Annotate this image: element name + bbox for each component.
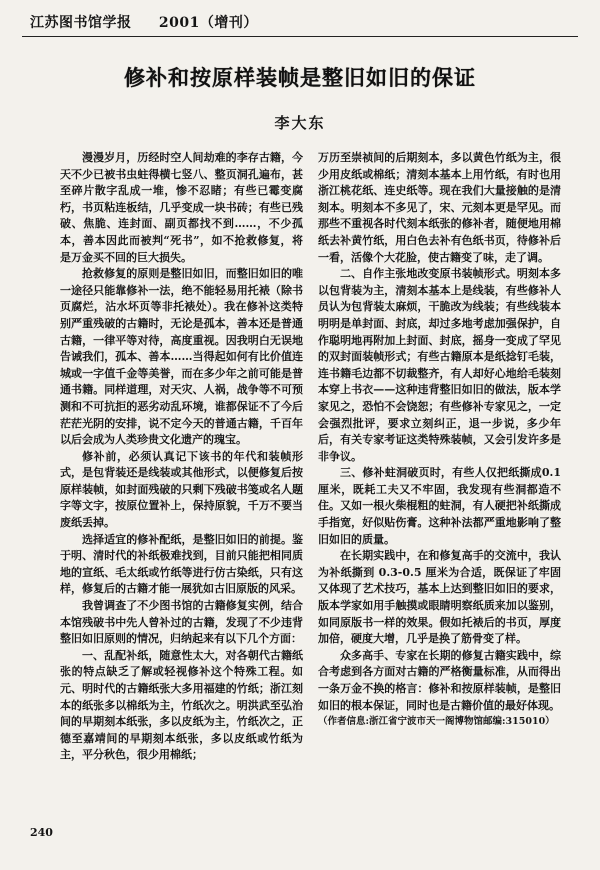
- author-info: （作者信息:浙江省宁波市天一阁博物馆邮编:315010）: [318, 716, 555, 728]
- paragraph: 修补前，必须认真记下该书的年代和装帧形式，是包背装还是线装或其他形式，以便修复后按原样装帧，如封面残破的只剩下残破书笺或名人题字等文字，按原位置补上，保持原貌，千万不要当废纸丢掉。: [60, 449, 303, 530]
- paragraph: 在长期实践中，在和修复高手的交流中，我认为补纸撕到 0.3-0.5 厘米为合适，既保证了牢固又体现了艺术技巧，基本上达到整旧如旧的要求，版本学家如用手触摸或眼睛明察纸质来加以鉴别，如同原版书一样的效果。假如托裱后的书页，厚度加倍，硬度大增，几乎是换了筋骨变了样。: [318, 549, 561, 646]
- paragraph: 众多高手、专家在长期的修复古籍实践中，综合考虑到各方面对古籍的严格衡量标准，从而得出一条万金不换的格言：修补和按原样装帧，是整旧如旧的根本保证，同时也是古籍价值的最好体现。: [318, 648, 561, 712]
- paragraph: 一、乱配补纸，随意性太大，对各朝代古籍纸张的特点缺乏了解或轻视修补这个特殊工程。如元、明时代的古籍纸张大多用福建的竹纸；浙江刻本的纸张多以棉纸为主，竹纸次之。明洪武至弘治间的早期刻本纸张，多以皮纸为主，竹纸次之，正德至嘉靖间的早期刻本纸张，多以皮纸或竹纸为主，平分秋色，很少用棉纸；: [60, 648, 303, 762]
- paragraph: 漫漫岁月，历经时空人间劫难的李存古籍，今天不少已被书虫蛀得横七竖八、整页洞孔遍布，甚至碎片散字乱成一堆，惨不忍睹；有些已霉变腐朽，书页粘连板结，几乎变成一块书砖；有些已残破、焦脆、连封面、副页都找不到……，不少孤本，善本因此而被判“死书”，如不抢救修复，将是万金买不回的巨大损失。: [60, 151, 303, 264]
- journal-name: 江苏图书馆学报: [30, 15, 132, 31]
- page-number: 240: [30, 826, 53, 839]
- right-column: [318, 150, 561, 731]
- article-author: 李大东: [274, 114, 326, 132]
- paragraph: 二、自作主张地改变原书装帧形式。明刻本多以包背装为主，清刻本基本上是线装，有些修补人员认为包背装太麻烦，干脆改为线装；有些线装本明明是单封面、封底，却过多地考虑加强保护，自作聪明地再附加上封面、封底，摇身一变成了罕见的双封面装帧形式；有些古籍原本是纸捻钉毛装，连书籍毛边都不切裁整齐，有人却好心地给毛装刻本穿上书衣——这种违背整旧如旧的做法，版本学家见之，恐怕不会饶恕；有些修补专家见之，一定会强烈批评，要求立刻纠正，退一步说，多少年后，有关专家考证这类特殊装帧，又会引发许多是非争议。: [318, 267, 561, 463]
- paragraph: 选择适宜的修补配纸，是整旧如旧的前提。鉴于明、清时代的补纸极难找到，目前只能把相同质地的宣纸、毛太纸或竹纸等进行仿古染纸，只有这样，修复后的古籍才能一展犹如古旧原版的风采。: [60, 532, 303, 596]
- paragraph: 三、修补蛀洞破页时，有些人仅把纸撕成0.1 厘米，既耗工夫又不牢固，我发现有些洞都造不住。又如一根火柴棍粗的蛀洞，有人硬把补纸撕成手指宽，好似贴伤膏。这种补法都严重地影响了整旧如旧的质量。: [318, 466, 561, 546]
- issue-label: 2001（增刊）: [158, 15, 258, 31]
- paragraph: 万历至崇祯间的后期刻本，多以黄色竹纸为主，很少用皮纸或棉纸；清刻本基本上用竹纸，有时也用浙江桃花纸、连史纸等。现在我们大量接触的是清刻本。明刻本不多见了，宋、元刻本更是罕见。而那些不重视各时代刻本纸张的修补者，随便地用棉纸去补黄竹纸，用白色去补有色纸书页，待修补后一看，活像个大花脸，使古籍变了味，走了调。: [318, 151, 561, 264]
- header-rule: [22, 36, 578, 37]
- paragraph: 抢救修复的原则是整旧如旧，而整旧如旧的唯一途径只能靠修补一法，绝不能轻易用托裱（除书页腐烂，沾水坏页等非托裱处）。我在修补这类特别严重残破的古籍时，无论是孤本，善本还是普通古籍，一律平等对待，高度重视。因我明白无误地告诫我们，孤本、善本……当得起如何有比价值连城或一字值千金等美誉，而在多少年之前可能是普通书籍。同样道理，对天灾、人祸，战争等不可预测和不可抗拒的恶劣动乱环境，谁都保证不了今后茫茫光阴的安排，说不定今天的普通古籍，千百年以后会成为人类珍贵文化遗产的瑰宝。: [60, 267, 303, 447]
- running-header: [30, 12, 258, 32]
- paragraph: 我曾调查了不少图书馆的古籍修复实例，结合本馆残破书中先人曾补过的古籍，发现了不少违背整旧如旧原则的情况，归纳起来有以下几个方面：: [60, 599, 303, 646]
- article-title: 修补和按原样装帧是整旧如旧的保证: [124, 66, 476, 90]
- left-column: [60, 150, 303, 764]
